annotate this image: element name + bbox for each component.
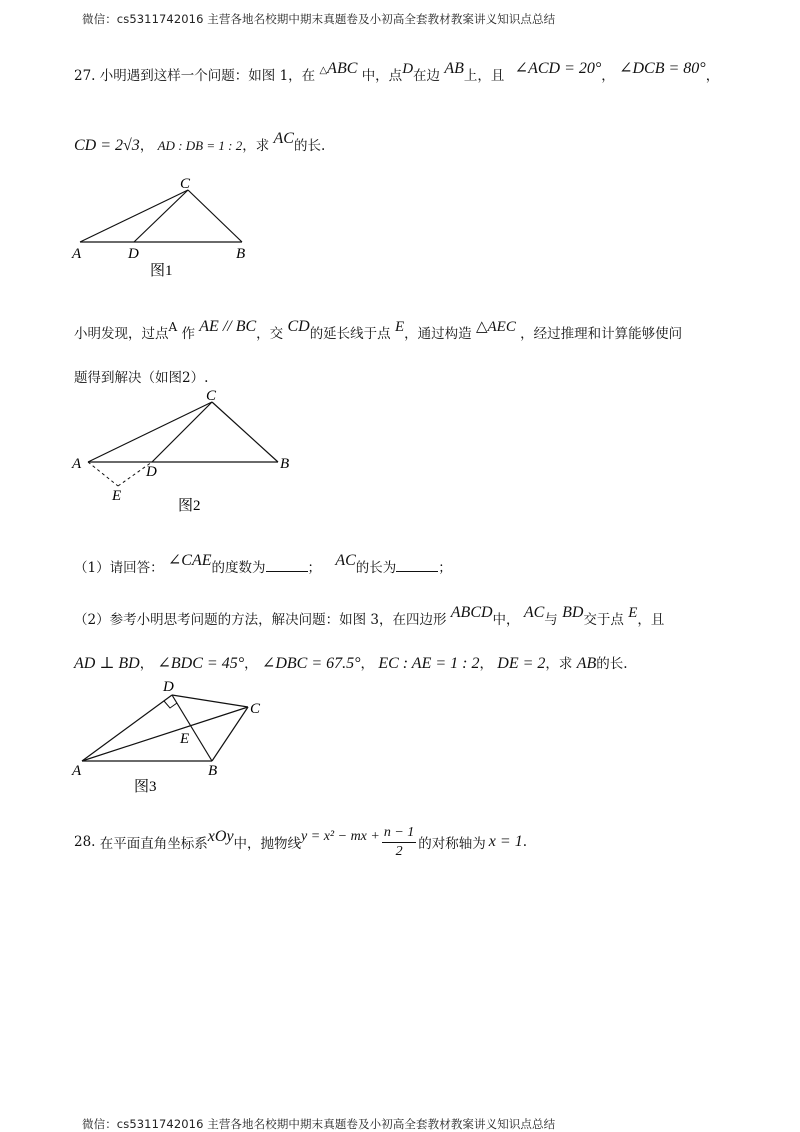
label-b: B: [208, 763, 218, 779]
angle-dbc: ∠DBC = 67.5°: [261, 655, 361, 672]
ratio-ad-db: AD : DB = 1 : 2: [157, 138, 243, 153]
figure-3: [60, 675, 300, 800]
label-d: D: [163, 679, 174, 695]
angle-bdc: ∠BDC = 45°: [157, 655, 245, 672]
segment-ab: AB: [444, 60, 464, 77]
triangle-symbol: △: [475, 317, 488, 335]
q27-line-1: 27. 小明遇到这样一个问题：如图 1，在 △ABC 中，点D在边 AB上，且 ∠ACD = 20°， ∠DCB = 80°，: [74, 60, 720, 84]
page-footer: 微信：cs5311742016 主营各地名校期中期末真题卷及小初高全套教材教案讲义知识点总结: [82, 1117, 556, 1131]
side-cb: [212, 707, 248, 761]
cd-length: CD = 2√3: [74, 137, 140, 154]
label-e: E: [180, 731, 190, 747]
fraction-numerator: n − 1: [382, 824, 416, 843]
fraction: [382, 824, 416, 861]
q27-line-2: CD = 2√3， AD : DB = 1 : 2，求 AC的长.: [74, 130, 326, 154]
figure-1: [60, 170, 280, 285]
side-ac: [88, 402, 212, 462]
side-ad: [82, 695, 172, 761]
answer-blank-1[interactable]: [266, 559, 308, 572]
label-d: D: [128, 246, 139, 262]
q27-part-1: （1）请回答： ∠CAE的度数为 ； AC的长为 ；: [74, 552, 452, 576]
angle-acd: ∠ACD = 20°: [514, 60, 602, 77]
fraction-denominator: 2: [395, 843, 403, 859]
label-a: A: [72, 246, 82, 262]
q27-line-4: 题得到解决（如图2）.: [74, 370, 209, 386]
answer-blank-2[interactable]: [396, 559, 438, 572]
side-cb: [188, 190, 242, 242]
side-ac: [80, 190, 188, 242]
parallel-ae-bc: AE // BC: [199, 318, 257, 335]
point-a: A: [168, 320, 178, 334]
label-c: C: [250, 701, 261, 717]
plane-xoy: xOy: [207, 828, 234, 845]
side-dc: [172, 695, 248, 707]
figure-3-caption: 图3: [134, 779, 157, 795]
q27-part-2: （2）参考小明思考问题的方法，解决问题：如图 3，在四边形 ABCD中， AC与 BD交于点 E，且: [74, 604, 665, 628]
segment-ac: AC: [273, 130, 294, 147]
right-angle-mark: [164, 701, 177, 708]
dashed-ae: [88, 462, 118, 486]
question-number: 27.: [74, 68, 96, 84]
figure-2-caption: 图2: [178, 498, 201, 514]
q27-part-2-conditions: AD ⊥ BD， ∠BDC = 45°， ∠DBC = 67.5°， EC : AE = 1 : 2， DE = 2，求 AB的长.: [74, 655, 628, 672]
figure-2: [60, 388, 300, 518]
label-d: D: [146, 464, 157, 480]
triangle-symbol: △: [319, 65, 328, 76]
parabola-equation: y = x² − mx +: [301, 829, 380, 844]
label-c: C: [180, 176, 191, 192]
page-header: 微信：cs5311742016 主营各地名校期中期末真题卷及小初高全套教材教案讲义知识点总结: [82, 12, 556, 26]
segment-ac: AC: [335, 552, 356, 569]
angle-dcb: ∠DCB = 80°: [619, 60, 706, 77]
label-b: B: [280, 456, 290, 472]
segment-cd: [134, 190, 188, 242]
label-a: A: [72, 763, 82, 779]
label-a: A: [72, 456, 82, 472]
side-cb: [212, 402, 278, 462]
ad-perp-bd: AD ⊥ BD: [74, 655, 140, 672]
diagonal-bd: [172, 695, 212, 761]
question-number: 28.: [74, 834, 96, 850]
segment-bd: BD: [562, 604, 584, 621]
label-b: B: [236, 246, 246, 262]
q28-line: 28. 在平面直角坐标系 xOy 中，抛物线 y = x² − mx + $\frac{n - 1}{2}$ 的对称轴为 x = 1 .: [74, 824, 527, 859]
point-e: E: [394, 319, 405, 335]
segment-cd: CD: [287, 318, 310, 335]
point-d: D: [402, 61, 414, 77]
diagonal-ac: [82, 707, 248, 761]
label-c: C: [206, 388, 217, 404]
triangle-aec: AEC: [487, 319, 516, 335]
angle-cae: ∠CAE: [167, 552, 212, 569]
figure-1-caption: 图1: [150, 263, 173, 279]
ratio-ec-ae: EC : AE = 1 : 2: [378, 655, 480, 672]
segment-ac: AC: [523, 604, 545, 621]
quadrilateral-abcd: ABCD: [450, 604, 493, 621]
segment-cd: [152, 402, 212, 462]
q27-line-3: 小明发现，过点A 作 AE // BC，交 CD的延长线于点 E，通过构造 △AEC ，经过推理和计算能够使问: [74, 317, 683, 342]
label-e: E: [112, 488, 122, 504]
triangle-abc: ABC: [327, 60, 358, 77]
de-length: DE = 2: [497, 655, 546, 672]
segment-ab: AB: [576, 655, 597, 672]
point-e: E: [628, 605, 638, 621]
axis-of-symmetry: x = 1: [488, 833, 523, 850]
